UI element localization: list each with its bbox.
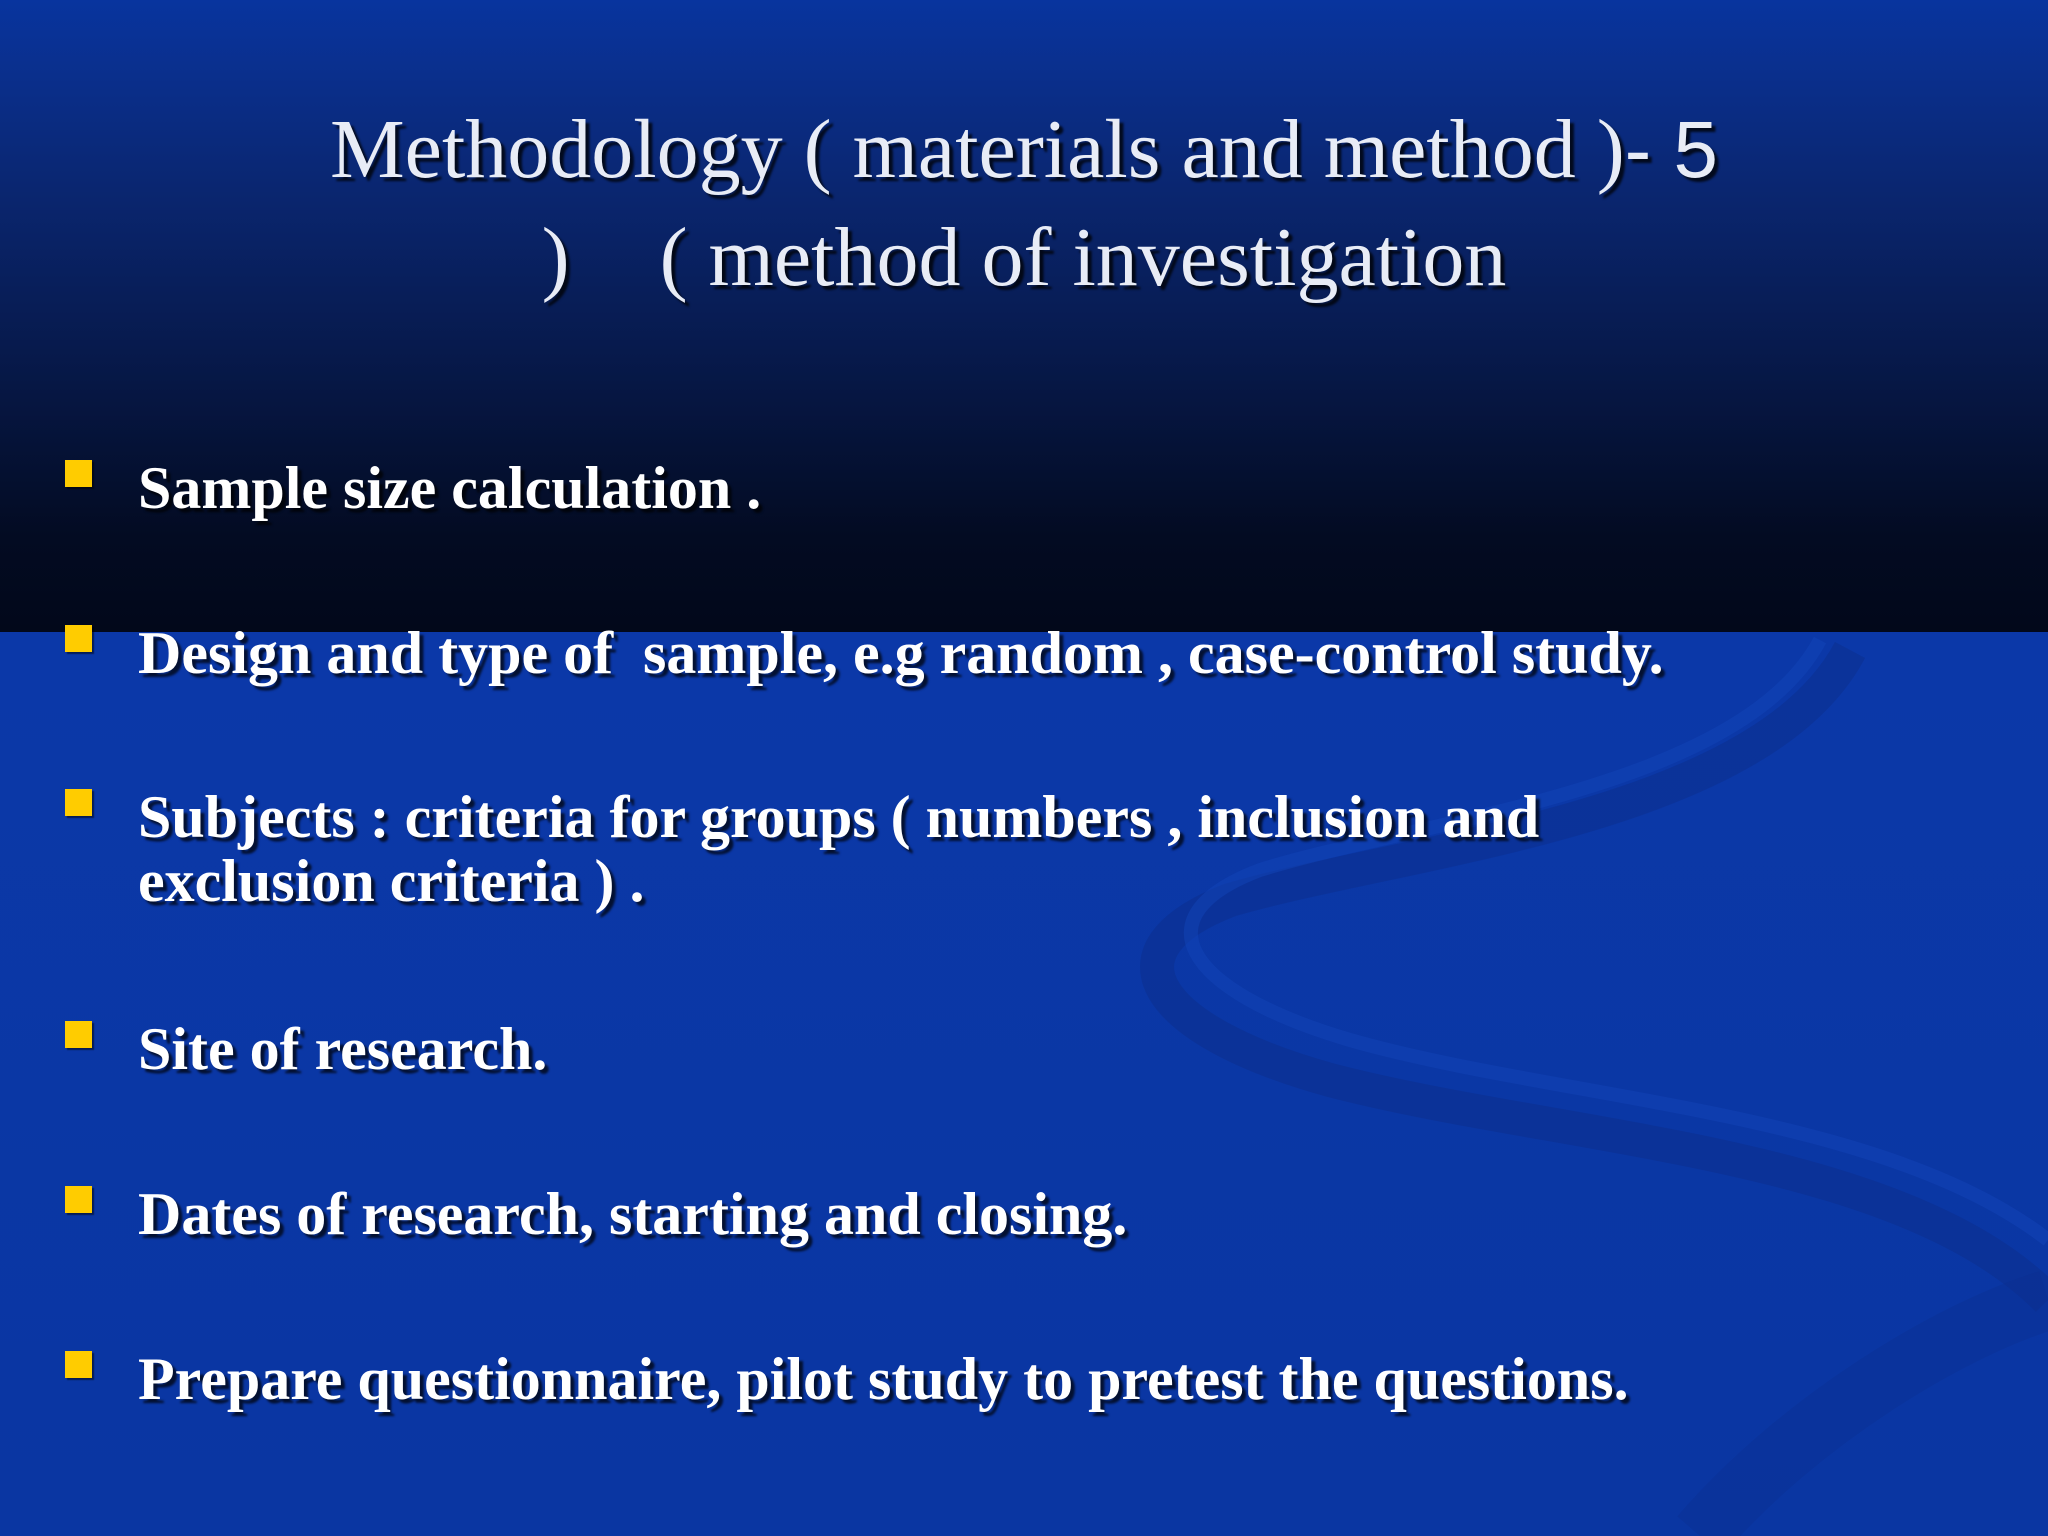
title-line-1-text: Methodology ( materials and method ) <box>329 103 1625 196</box>
bullet-text: Design and type of sample, e.g random , case-control study. <box>138 620 1664 686</box>
bullet-text: Site of research. <box>138 1016 548 1082</box>
bullet-square-icon <box>65 1186 92 1213</box>
title-line-2-right: ( method of investigation <box>659 211 1507 304</box>
bullet-square-icon <box>65 1351 92 1378</box>
bullet-square-icon <box>65 460 92 487</box>
bullet-text: Sample size calculation . <box>138 455 762 521</box>
title-line-2-left: ) <box>541 211 570 304</box>
bullet-square-icon <box>65 789 92 816</box>
title-number: - 5 <box>1624 105 1719 194</box>
bullet-text: Subjects : criteria for groups ( numbers , inclusion and exclusion criteria ) . <box>138 784 1555 914</box>
bullet-square-icon <box>65 1021 92 1048</box>
bullet-text: Dates of research, starting and closing. <box>138 1181 1128 1247</box>
bullet-text: Prepare questionnaire, pilot study to pretest the questions. <box>138 1346 1629 1412</box>
bullet-square-icon <box>65 625 92 652</box>
